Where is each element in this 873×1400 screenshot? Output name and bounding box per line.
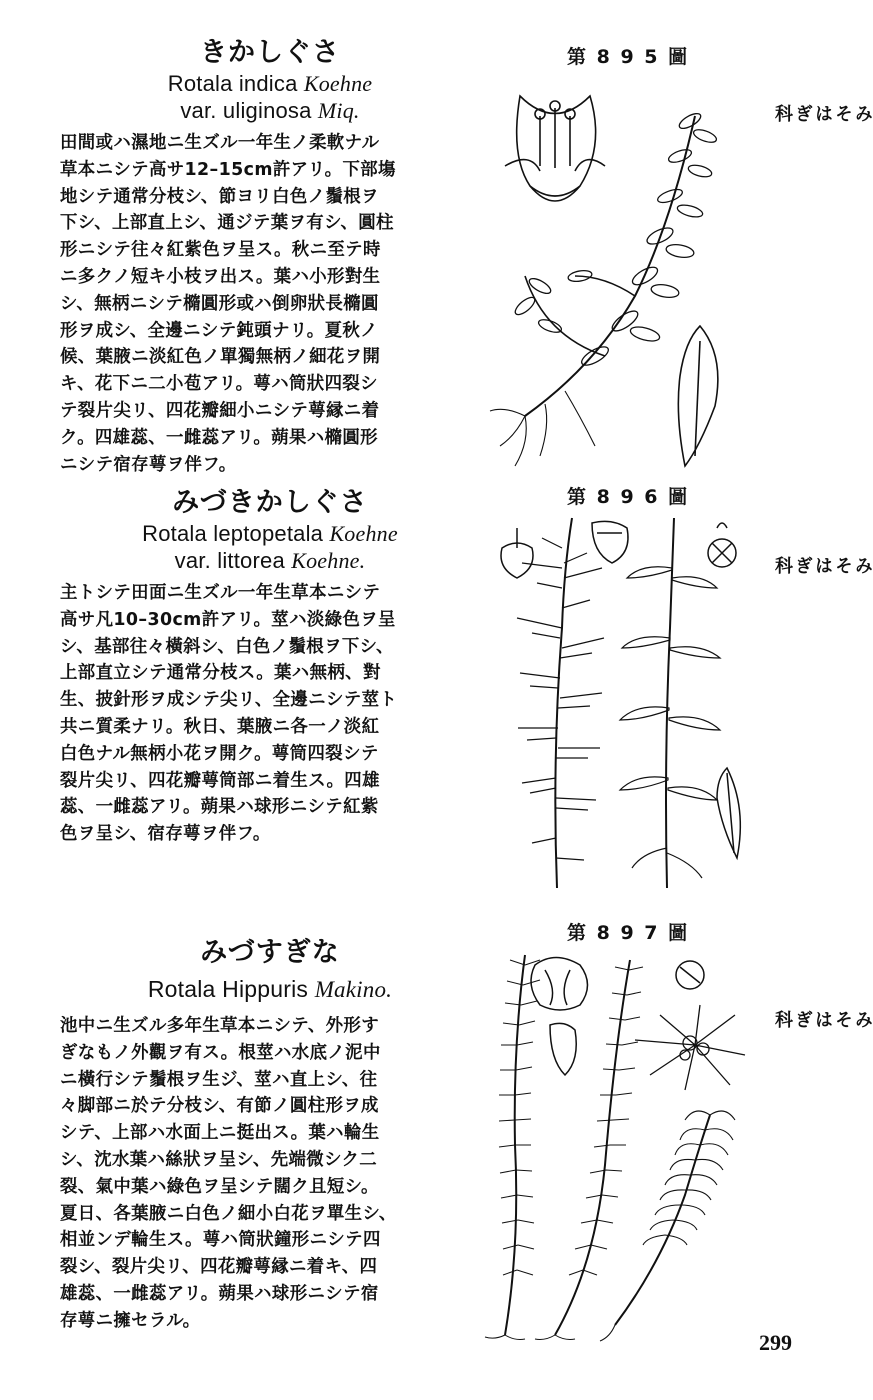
family-label: みそはぎ科: [772, 556, 873, 575]
scientific-name-line1: Rotala indica Koehne: [167, 71, 373, 96]
plant-illustration-895: [485, 76, 770, 471]
figure-label: 第 8 9 7 圖: [567, 922, 690, 944]
description: 田間或ハ濕地ニ生ズル一年生ノ柔軟ナル 草本ニシテ高サ12–15cm許アリ。下部塲 地シテ通常分枝シ、節ヨリ白色ノ鬚根ヲ 下シ、上部直上シ、通ジテ葉ヲ有シ、圓柱 形ニシテ往々紅紫色ヲ呈ス。秋ニ至テ時 ニ多クノ短キ小枝ヲ出ス。葉ハ小形對生 シ、無柄ニシテ橢圓形或ハ倒卵狀長橢圓 形ヲ成シ、全邊ニシテ鈍頭ナリ。夏秋ノ 候、葉腋ニ淡紅色ノ單獨無柄ノ細花ヲ開 キ、花下ニ二小苞アリ。萼ハ筒狀四裂シ テ裂片尖リ、四花瓣細小ニシテ萼縁ニ着 ク。四雄蕊、一雌蕊アリ。蒴果ハ橢圓形 ニシテ宿存萼ヲ伴フ。: [60, 133, 396, 475]
entry-text: [60, 36, 480, 478]
species-japanese-name: みづきかしぐさ: [172, 487, 368, 518]
plant-illustration-896: [492, 508, 762, 898]
figure-label: 第 8 9 6 圖: [567, 486, 690, 508]
species-japanese-name: みづすぎな: [200, 937, 340, 968]
flower-detail-drawings: [501, 521, 736, 578]
flower-detail-drawings: [531, 958, 745, 1091]
scientific-name-line2: var. littorea Koehne.: [174, 548, 366, 573]
plant-illustration-897: [485, 945, 770, 1345]
page-number: 299: [759, 1330, 792, 1355]
family-label: みそはぎ科: [772, 1010, 873, 1029]
species-japanese-name: きかしぐさ: [200, 37, 340, 68]
scientific-name-line1: Rotala leptopetala Koehne: [142, 521, 398, 546]
entry-text: [60, 486, 480, 848]
description: 主トシテ田面ニ生ズル一年生草本ニシテ 高サ凡10–30cm許アリ。莖ハ淡綠色ヲ呈 シ、基部往々橫斜シ、白色ノ鬚根ヲ下シ、 上部直立シテ通常分枝ス。葉ハ無柄、對 生、披針形ヲ成シテ尖リ、全邊ニシテ莖ト 共ニ質柔ナリ。秋日、葉腋ニ各一ノ淡紅 白色ナル無柄小花ヲ開ク。萼筒四裂シテ 裂片尖リ、四花瓣萼筒部ニ着生ス。四雄 蕊、一雌蕊アリ。蒴果ハ球形ニシテ紅紫 色ヲ呈シ、宿存萼ヲ伴フ。: [60, 583, 398, 845]
entry-text: [60, 936, 480, 1335]
scientific-name: Rotala Hippuris Makino.: [147, 976, 393, 1002]
flower-detail-drawing: [505, 96, 605, 201]
description: 池中ニ生ズル多年生草本ニシテ、外形す ぎなもノ外觀ヲ有ス。根莖ハ水底ノ泥中 ニ橫行シテ鬚根ヲ生ジ、莖ハ直上シ、往 々脚部ニ於テ分枝シ、有節ノ圓柱形ヲ成 シテ、上部ハ水面上ニ挺出ス。葉ハ輪生 シ、沈水葉ハ絲狀ヲ呈シ、先端微シク二 裂、氣中葉ハ綠色ヲ呈シテ闊ク且短シ。 夏日、各葉腋ニ白色ノ細小白花ヲ單生シ、 相並ンデ輪生ス。萼ハ筒狀鐘形ニシテ四 裂シ、裂片尖リ、四花瓣萼縁ニ着キ、四 雄蕊、一雌蕊アリ。蒴果ハ球形ニシテ宿 存萼ニ擁セラル。: [60, 1016, 397, 1331]
scientific-name-line2: var. uliginosa Miq.: [180, 98, 360, 123]
family-label: みそはぎ科: [772, 104, 873, 123]
figure-label: 第 8 9 5 圖: [567, 46, 690, 68]
